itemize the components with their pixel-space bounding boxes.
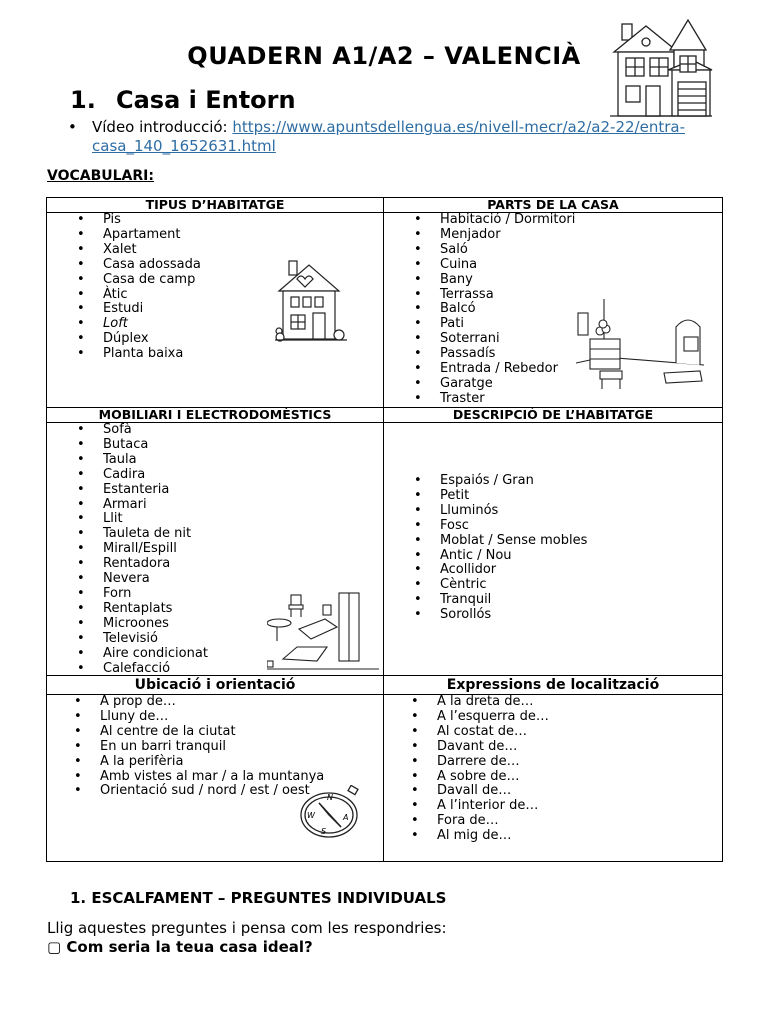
- list-item: • Butaca: [103, 438, 383, 453]
- list-item: • Tauleta de nit: [103, 527, 383, 542]
- list-item: • Darrere de…: [437, 755, 722, 770]
- intro-text: Llig aquestes preguntes i pensa com les respondries:: [47, 919, 447, 937]
- page-title: QUADERN A1/A2 – VALENCIÀ: [187, 42, 581, 70]
- list-item: • Davall de…: [437, 784, 722, 799]
- list-item: • Llit: [103, 512, 383, 527]
- vocabulary-table: [46, 197, 723, 862]
- tipus-header: TIPUS D’HABITATGE: [47, 198, 384, 213]
- section-heading-text: Casa i Entorn: [116, 86, 296, 114]
- list-item: • Apartament: [103, 228, 383, 243]
- list-item: • Passadís: [440, 347, 722, 362]
- list-item: • Pis: [103, 213, 383, 228]
- list-item: • Calefacció: [103, 662, 383, 677]
- list-item: • Estanteria: [103, 483, 383, 498]
- list-item: • Bany: [440, 273, 722, 288]
- list-item: • Moblat / Sense mobles: [440, 534, 722, 549]
- list-item: • Nevera: [103, 572, 383, 587]
- list-item: • Entrada / Rebedor: [440, 362, 722, 377]
- list-item: • Cuina: [440, 258, 722, 273]
- list-item: • Antic / Nou: [440, 549, 722, 564]
- ubicacio-list: [47, 695, 383, 799]
- list-item: • Xalet: [103, 243, 383, 258]
- video-label: Vídeo introducció:: [92, 118, 233, 136]
- list-item: • Garatge: [440, 377, 722, 392]
- list-item: • Aire condicionat: [103, 647, 383, 662]
- list-item: • Loft: [103, 317, 383, 332]
- list-item: • Tranquil: [440, 593, 722, 608]
- list-item: • A l’esquerra de…: [437, 710, 722, 725]
- list-item: • Cadira: [103, 468, 383, 483]
- list-item: • A la perifèria: [100, 755, 383, 770]
- list-item: • Acollidor: [440, 563, 722, 578]
- list-item: • Orientació sud / nord / est / oest: [100, 784, 383, 799]
- compass-s: S: [321, 827, 327, 836]
- list-item: • A sobre de…: [437, 770, 722, 785]
- section-number: 1.: [70, 86, 96, 114]
- compass-illustration: [297, 785, 363, 841]
- list-item: • Fosc: [440, 519, 722, 534]
- vocabulary-label: VOCABULARI:: [47, 168, 154, 184]
- list-item: • A prop de…: [100, 695, 383, 710]
- descripcio-list: [384, 423, 722, 623]
- list-item: • Fora de…: [437, 814, 722, 829]
- video-link[interactable]: https://www.apuntsdellengua.es/nivell-mecr/a2/a2-22/entra-casa_140_1652631.html: [92, 118, 685, 155]
- list-item: • Petit: [440, 489, 722, 504]
- compass-a: A: [343, 813, 349, 822]
- list-item: • Casa de camp: [103, 273, 383, 288]
- list-item: • Planta baixa: [103, 347, 383, 362]
- descripcio-header: DESCRIPCIÓ DE L’HABITATGE: [384, 408, 723, 423]
- list-item: • Sofà: [103, 423, 383, 438]
- list-item: • Terrassa: [440, 288, 722, 303]
- section-heading: [70, 86, 296, 114]
- list-item: • Armari: [103, 498, 383, 513]
- list-item: • Soterrani: [440, 332, 722, 347]
- compass-n: N: [327, 793, 333, 802]
- list-item: • Dúplex: [103, 332, 383, 347]
- list-item: • En un barri tranquil: [100, 740, 383, 755]
- list-item: • Traster: [440, 392, 722, 407]
- list-item: • Àtic: [103, 288, 383, 303]
- list-item: • Taula: [103, 453, 383, 468]
- list-item: • A la dreta de…: [437, 695, 722, 710]
- list-item: • Saló: [440, 243, 722, 258]
- compass-w: W: [307, 811, 315, 820]
- ubicacio-header: Ubicació i orientació: [47, 676, 384, 695]
- parts-header: PARTS DE LA CASA: [384, 198, 723, 213]
- list-item: • Al mig de…: [437, 829, 722, 844]
- list-item: • Microones: [103, 617, 383, 632]
- mobiliari-header: MOBILIARI I ELECTRODOMÈSTICS: [47, 408, 384, 423]
- list-item: • Estudi: [103, 302, 383, 317]
- bullet-icon: •: [68, 118, 77, 136]
- list-item: • Lluny de…: [100, 710, 383, 725]
- question-icon: ▢: [47, 938, 62, 956]
- list-item: • Amb vistes al mar / a la muntanya: [100, 770, 383, 785]
- list-item: • Cèntric: [440, 578, 722, 593]
- list-item: • Rentaplats: [103, 602, 383, 617]
- list-item: • Forn: [103, 587, 383, 602]
- list-item: • Pati: [440, 317, 722, 332]
- list-item: • Al costat de…: [437, 725, 722, 740]
- section2-heading: 1. ESCALFAMENT – PREGUNTES INDIVIDUALS: [70, 889, 447, 907]
- furniture-illustration: [267, 589, 379, 671]
- cottage-illustration: [275, 257, 347, 343]
- expressions-header: Expressions de localització: [384, 676, 723, 695]
- expressions-list: [384, 695, 722, 844]
- list-item: • Casa adossada: [103, 258, 383, 273]
- list-item: • Habitació / Dormitori: [440, 213, 722, 228]
- list-item: • Davant de…: [437, 740, 722, 755]
- room-illustration: [576, 297, 704, 407]
- list-item: • Rentadora: [103, 557, 383, 572]
- list-item: • Espaiós / Gran: [440, 474, 722, 489]
- list-item: • Televisió: [103, 632, 383, 647]
- list-item: • Menjador: [440, 228, 722, 243]
- question-text: [47, 938, 313, 956]
- list-item: • Mirall/Espill: [103, 542, 383, 557]
- question-label: Com seria la teua casa ideal?: [61, 938, 313, 956]
- list-item: • Balcó: [440, 302, 722, 317]
- list-item: • A l’interior de…: [437, 799, 722, 814]
- list-item: • Lluminós: [440, 504, 722, 519]
- list-item: • Al centre de la ciutat: [100, 725, 383, 740]
- list-item: • Sorollós: [440, 608, 722, 623]
- video-intro: [70, 118, 720, 156]
